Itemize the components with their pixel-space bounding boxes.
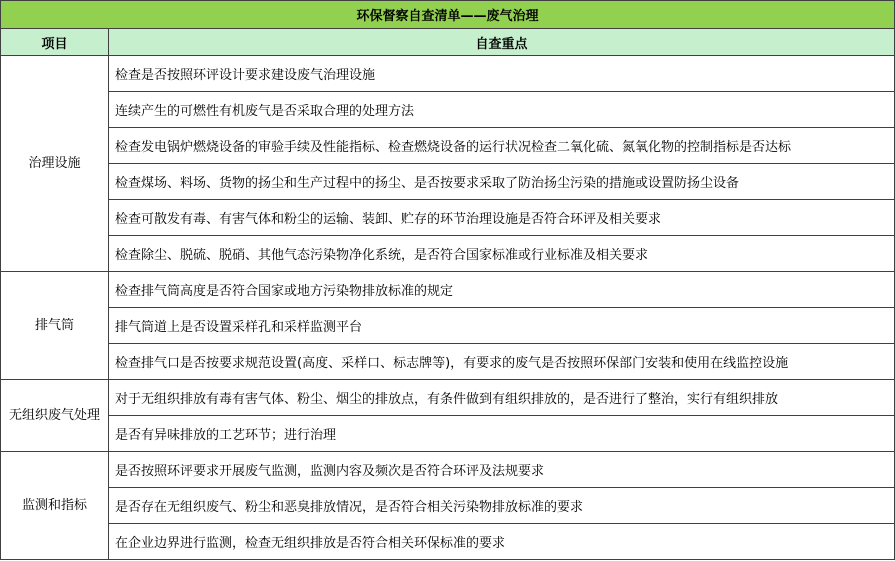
check-point-cell: 是否存在无组织废气、粉尘和恶臭排放情况，是否符合相关污染物排放标准的要求 xyxy=(109,488,895,524)
table-row xyxy=(1,452,895,488)
check-point-cell: 检查发电锅炉燃烧设备的审验手续及性能指标、检查燃烧设备的运行状况检查二氧化硫、氮氧化物的控制指标是否达标 xyxy=(109,128,895,164)
table-row xyxy=(1,236,895,272)
category-cell: 治理设施 xyxy=(1,56,109,272)
header-category: 项目 xyxy=(1,29,109,56)
check-point-cell: 是否按照环评要求开展废气监测，监测内容及频次是否符合环评及法规要求 xyxy=(109,452,895,488)
check-point-cell: 对于无组织排放有毒有害气体、粉尘、烟尘的排放点，有条件做到有组织排放的，是否进行了整治，实行有组织排放 xyxy=(109,380,895,416)
table-row xyxy=(1,164,895,200)
table-row xyxy=(1,524,895,560)
check-point-cell: 检查可散发有毒、有害气体和粉尘的运输、装卸、贮存的环节治理设施是否符合环评及相关要求 xyxy=(109,200,895,236)
check-point-cell: 连续产生的可燃性有机废气是否采取合理的处理方法 xyxy=(109,92,895,128)
table-row xyxy=(1,56,895,92)
table-row xyxy=(1,488,895,524)
check-point-cell: 检查排气口是否按要求规范设置(高度、采样口、标志牌等)，有要求的废气是否按照环保部门安装和使用在线监控设施 xyxy=(109,344,895,380)
check-point-cell: 检查排气筒高度是否符合国家或地方污染物排放标准的规定 xyxy=(109,272,895,308)
title-row xyxy=(1,1,895,29)
table-row xyxy=(1,92,895,128)
check-point-cell: 检查煤场、料场、货物的扬尘和生产过程中的扬尘、是否按要求采取了防治扬尘污染的措施或设置防扬尘设备 xyxy=(109,164,895,200)
check-point-cell: 检查除尘、脱硫、脱硝、其他气态污染物净化系统，是否符合国家标准或行业标准及相关要求 xyxy=(109,236,895,272)
check-point-cell: 在企业边界进行监测，检查无组织排放是否符合相关环保标准的要求 xyxy=(109,524,895,560)
header-points: 自查重点 xyxy=(109,29,895,56)
category-cell: 排气筒 xyxy=(1,272,109,380)
table-row xyxy=(1,200,895,236)
table-row xyxy=(1,416,895,452)
table-row xyxy=(1,344,895,380)
category-cell: 监测和指标 xyxy=(1,452,109,560)
check-point-cell: 检查是否按照环评设计要求建设废气治理设施 xyxy=(109,56,895,92)
table-row xyxy=(1,272,895,308)
check-point-cell: 是否有异味排放的工艺环节；进行治理 xyxy=(109,416,895,452)
header-row xyxy=(1,29,895,56)
table-row xyxy=(1,128,895,164)
table-row xyxy=(1,308,895,344)
check-point-cell: 排气筒道上是否设置采样孔和采样监测平台 xyxy=(109,308,895,344)
category-cell: 无组织废气处理 xyxy=(1,380,109,452)
table-title: 环保督察自查清单——废气治理 xyxy=(1,1,895,29)
table-row xyxy=(1,380,895,416)
